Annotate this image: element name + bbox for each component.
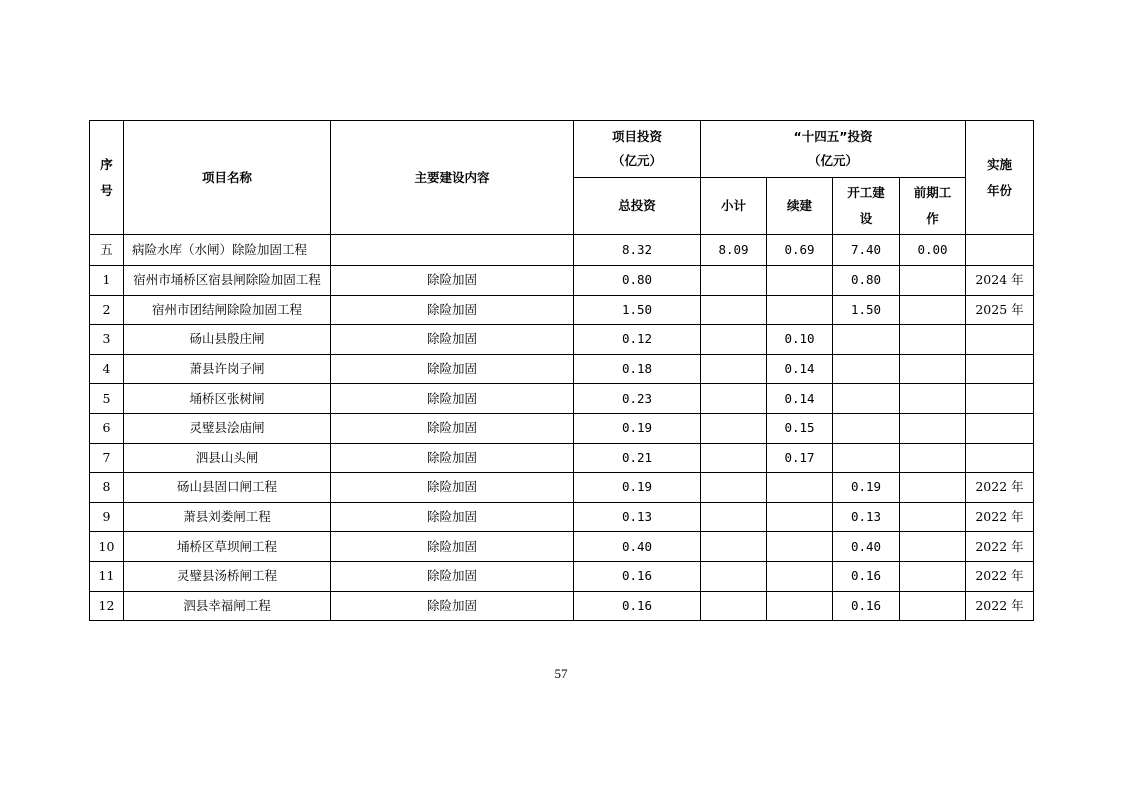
table-row xyxy=(90,561,1034,591)
row-seq: 5 xyxy=(90,384,124,414)
row-preliminary xyxy=(900,502,966,532)
row-subtotal xyxy=(701,591,767,621)
table-row xyxy=(90,354,1034,384)
row-start-construction: 0.16 xyxy=(833,591,900,621)
header-implementation-year: 实施 年份 xyxy=(966,121,1034,235)
row-preliminary xyxy=(900,295,966,325)
row-total-investment: 0.16 xyxy=(574,591,701,621)
row-project-name: 泗县山头闸 xyxy=(124,443,331,473)
table-row xyxy=(90,502,1034,532)
row-continued xyxy=(767,532,833,562)
row-subtotal xyxy=(701,413,767,443)
row-continued: 0.10 xyxy=(767,325,833,355)
row-seq: 2 xyxy=(90,295,124,325)
row-subtotal xyxy=(701,443,767,473)
row-year xyxy=(966,413,1034,443)
header-start-construction: 开工建 设 xyxy=(833,178,900,235)
row-project-name: 萧县刘娄闸工程 xyxy=(124,502,331,532)
row-start-construction xyxy=(833,354,900,384)
row-preliminary xyxy=(900,561,966,591)
row-preliminary xyxy=(900,443,966,473)
header-main-content: 主要建设内容 xyxy=(331,121,574,235)
row-continued xyxy=(767,561,833,591)
row-total-investment: 0.23 xyxy=(574,384,701,414)
row-start-construction xyxy=(833,413,900,443)
row-main-content: 除险加固 xyxy=(331,266,574,296)
section-continued: 0.69 xyxy=(767,235,833,266)
row-start-construction: 0.19 xyxy=(833,473,900,503)
row-seq: 7 xyxy=(90,443,124,473)
row-year: 2022 年 xyxy=(966,591,1034,621)
row-project-name: 埇桥区张树闸 xyxy=(124,384,331,414)
row-total-investment: 0.21 xyxy=(574,443,701,473)
row-subtotal xyxy=(701,473,767,503)
row-seq: 8 xyxy=(90,473,124,503)
row-continued: 0.14 xyxy=(767,354,833,384)
row-continued xyxy=(767,591,833,621)
header-project-investment: 项目投资 （亿元） xyxy=(574,121,701,178)
row-project-name: 砀山县固口闸工程 xyxy=(124,473,331,503)
row-subtotal xyxy=(701,502,767,532)
row-project-name: 宿州市团结闸除险加固工程 xyxy=(124,295,331,325)
row-continued xyxy=(767,266,833,296)
row-main-content: 除险加固 xyxy=(331,443,574,473)
row-continued xyxy=(767,295,833,325)
row-subtotal xyxy=(701,325,767,355)
row-year: 2022 年 xyxy=(966,502,1034,532)
row-main-content: 除险加固 xyxy=(331,502,574,532)
row-main-content: 除险加固 xyxy=(331,591,574,621)
row-subtotal xyxy=(701,266,767,296)
section-prelim: 0.00 xyxy=(900,235,966,266)
row-main-content: 除险加固 xyxy=(331,325,574,355)
row-main-content: 除险加固 xyxy=(331,384,574,414)
table-row xyxy=(90,591,1034,621)
row-continued: 0.14 xyxy=(767,384,833,414)
table-row xyxy=(90,473,1034,503)
row-project-name: 埇桥区草坝闸工程 xyxy=(124,532,331,562)
row-start-construction: 0.16 xyxy=(833,561,900,591)
header-total-investment: 总投资 xyxy=(574,178,701,235)
table-row xyxy=(90,443,1034,473)
row-total-investment: 1.50 xyxy=(574,295,701,325)
section-seq: 五 xyxy=(90,235,124,266)
row-start-construction: 0.40 xyxy=(833,532,900,562)
row-project-name: 灵璧县汤桥闸工程 xyxy=(124,561,331,591)
table-row xyxy=(90,413,1034,443)
row-main-content: 除险加固 xyxy=(331,295,574,325)
row-project-name: 砀山县殷庄闸 xyxy=(124,325,331,355)
section-row xyxy=(90,235,1034,266)
row-start-construction: 1.50 xyxy=(833,295,900,325)
row-main-content: 除险加固 xyxy=(331,354,574,384)
header-row-1 xyxy=(90,121,1034,178)
row-main-content: 除险加固 xyxy=(331,473,574,503)
row-seq: 4 xyxy=(90,354,124,384)
section-total: 8.32 xyxy=(574,235,701,266)
row-year xyxy=(966,384,1034,414)
row-seq: 1 xyxy=(90,266,124,296)
row-continued: 0.15 xyxy=(767,413,833,443)
row-start-construction xyxy=(833,325,900,355)
row-seq: 6 xyxy=(90,413,124,443)
table-row xyxy=(90,266,1034,296)
investment-table xyxy=(89,120,1034,621)
row-preliminary xyxy=(900,532,966,562)
row-seq: 9 xyxy=(90,502,124,532)
row-continued: 0.17 xyxy=(767,443,833,473)
table-body xyxy=(90,266,1034,621)
row-seq: 3 xyxy=(90,325,124,355)
row-continued xyxy=(767,473,833,503)
row-total-investment: 0.80 xyxy=(574,266,701,296)
row-main-content: 除险加固 xyxy=(331,413,574,443)
row-seq: 10 xyxy=(90,532,124,562)
section-start: 7.40 xyxy=(833,235,900,266)
header-preliminary-work: 前期工 作 xyxy=(900,178,966,235)
row-total-investment: 0.18 xyxy=(574,354,701,384)
row-preliminary xyxy=(900,266,966,296)
header-seq: 序 号 xyxy=(90,121,124,235)
table-row xyxy=(90,295,1034,325)
row-year: 2022 年 xyxy=(966,561,1034,591)
row-project-name: 泗县幸福闸工程 xyxy=(124,591,331,621)
row-year: 2022 年 xyxy=(966,532,1034,562)
row-start-construction xyxy=(833,443,900,473)
row-preliminary xyxy=(900,325,966,355)
row-total-investment: 0.19 xyxy=(574,413,701,443)
row-year xyxy=(966,354,1034,384)
section-year xyxy=(966,235,1034,266)
row-year xyxy=(966,325,1034,355)
row-main-content: 除险加固 xyxy=(331,532,574,562)
header-project-name: 项目名称 xyxy=(124,121,331,235)
row-total-investment: 0.19 xyxy=(574,473,701,503)
section-name: 病险水库（水闸）除险加固工程 xyxy=(124,235,331,266)
table-row xyxy=(90,532,1034,562)
row-subtotal xyxy=(701,295,767,325)
row-subtotal xyxy=(701,384,767,414)
row-preliminary xyxy=(900,591,966,621)
row-project-name: 灵璧县浍庙闸 xyxy=(124,413,331,443)
row-continued xyxy=(767,502,833,532)
row-main-content: 除险加固 xyxy=(331,561,574,591)
row-preliminary xyxy=(900,413,966,443)
row-total-investment: 0.16 xyxy=(574,561,701,591)
row-start-construction: 0.13 xyxy=(833,502,900,532)
row-total-investment: 0.13 xyxy=(574,502,701,532)
row-preliminary xyxy=(900,473,966,503)
row-start-construction: 0.80 xyxy=(833,266,900,296)
table-row xyxy=(90,384,1034,414)
row-preliminary xyxy=(900,354,966,384)
table-row xyxy=(90,325,1034,355)
row-preliminary xyxy=(900,384,966,414)
row-year: 2022 年 xyxy=(966,473,1034,503)
section-subtotal: 8.09 xyxy=(701,235,767,266)
header-continued: 续建 xyxy=(767,178,833,235)
row-year: 2024 年 xyxy=(966,266,1034,296)
row-project-name: 萧县许岗子闸 xyxy=(124,354,331,384)
row-total-investment: 0.12 xyxy=(574,325,701,355)
header-14th-fyp-investment: “十四五”投资 （亿元） xyxy=(701,121,966,178)
header-subtotal: 小计 xyxy=(701,178,767,235)
row-seq: 11 xyxy=(90,561,124,591)
page-number: 57 xyxy=(554,666,568,681)
row-subtotal xyxy=(701,354,767,384)
row-start-construction xyxy=(833,384,900,414)
row-subtotal xyxy=(701,561,767,591)
section-content xyxy=(331,235,574,266)
row-year: 2025 年 xyxy=(966,295,1034,325)
row-total-investment: 0.40 xyxy=(574,532,701,562)
row-project-name: 宿州市埇桥区宿县闸除险加固工程 xyxy=(124,266,331,296)
row-year xyxy=(966,443,1034,473)
row-subtotal xyxy=(701,532,767,562)
row-seq: 12 xyxy=(90,591,124,621)
